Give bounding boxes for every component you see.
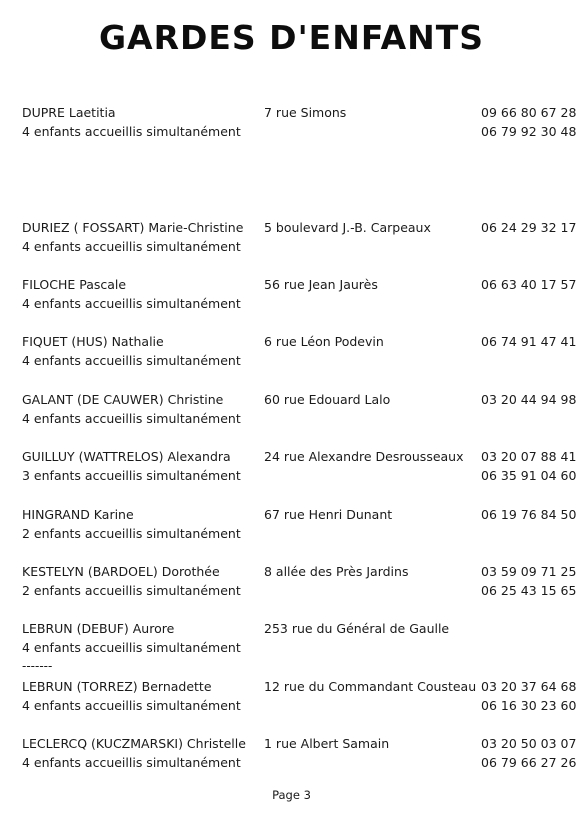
entry-phone: 06 74 91 47 41 — [481, 334, 577, 349]
entry-phone: 03 20 37 64 68 — [481, 679, 577, 694]
entry-phone: 09 66 80 67 28 — [481, 105, 577, 120]
entry-capacity: 2 enfants accueillis simultanément — [22, 583, 241, 598]
entry-phone: 06 63 40 17 57 — [481, 277, 577, 292]
entry-name: GALANT (DE CAUWER) Christine — [22, 392, 224, 407]
entry-phone: 06 24 29 32 17 — [481, 220, 577, 235]
entry-name: LEBRUN (DEBUF) Aurore — [22, 621, 175, 636]
entry-address: 67 rue Henri Dunant — [264, 507, 393, 522]
page-number: Page 3 — [272, 788, 311, 802]
entry-name: HINGRAND Karine — [22, 507, 134, 522]
entry-phone: 06 35 91 04 60 — [481, 468, 577, 483]
entry-address: 24 rue Alexandre Desrousseaux — [264, 449, 464, 464]
entry-capacity: 4 enfants accueillis simultanément — [22, 353, 241, 368]
entry-capacity: 4 enfants accueillis simultanément — [22, 698, 241, 713]
entry-phone: 06 16 30 23 60 — [481, 698, 577, 713]
entry-phone: 06 79 66 27 26 — [481, 755, 577, 770]
entry-phone: 06 25 43 15 65 — [481, 583, 577, 598]
entry-address: 7 rue Simons — [264, 105, 347, 120]
entry-name: DURIEZ ( FOSSART) Marie-Christine — [22, 220, 244, 235]
entry-address: 1 rue Albert Samain — [264, 736, 390, 751]
entry-capacity: 2 enfants accueillis simultanément — [22, 526, 241, 541]
entry-phone: 06 79 92 30 48 — [481, 124, 577, 139]
entry-capacity: 4 enfants accueillis simultanément — [22, 239, 241, 254]
entry-capacity: 4 enfants accueillis simultanément — [22, 296, 241, 311]
entry-capacity: 3 enfants accueillis simultanément — [22, 468, 241, 483]
entry-capacity: 4 enfants accueillis simultanément — [22, 755, 241, 770]
entry-phone: 03 20 07 88 41 — [481, 449, 577, 464]
entry-phone: 06 19 76 84 50 — [481, 507, 577, 522]
entry-name: FILOCHE Pascale — [22, 277, 127, 292]
entry-phone: 03 20 50 03 07 — [481, 736, 577, 751]
entry-address: 253 rue du Général de Gaulle — [264, 621, 450, 636]
entry-address: 5 boulevard J.-B. Carpeaux — [264, 220, 431, 235]
entry-capacity: 4 enfants accueillis simultanément — [22, 640, 241, 655]
page-title: GARDES D'ENFANTS — [98, 18, 485, 57]
entry-address: 8 allée des Près Jardins — [264, 564, 409, 579]
entry-capacity: 4 enfants accueillis simultanément — [22, 124, 241, 139]
separator-dashes: ------- — [22, 659, 53, 673]
entry-phone: 03 59 09 71 25 — [481, 564, 577, 579]
entry-name: KESTELYN (BARDOEL) Dorothée — [22, 564, 220, 579]
entry-name: GUILLUY (WATTRELOS) Alexandra — [22, 449, 231, 464]
entry-address: 6 rue Léon Podevin — [264, 334, 384, 349]
entry-name: LECLERCQ (KUCZMARSKI) Christelle — [22, 736, 246, 751]
entry-name: DUPRE Laetitia — [22, 105, 116, 120]
entry-capacity: 4 enfants accueillis simultanément — [22, 411, 241, 426]
entry-phone: 03 20 44 94 98 — [481, 392, 577, 407]
entry-address: 60 rue Edouard Lalo — [264, 392, 391, 407]
entry-name: FIQUET (HUS) Nathalie — [22, 334, 164, 349]
entry-address: 56 rue Jean Jaurès — [264, 277, 378, 292]
entry-address: 12 rue du Commandant Cousteau — [264, 679, 477, 694]
entry-name: LEBRUN (TORREZ) Bernadette — [22, 679, 212, 694]
